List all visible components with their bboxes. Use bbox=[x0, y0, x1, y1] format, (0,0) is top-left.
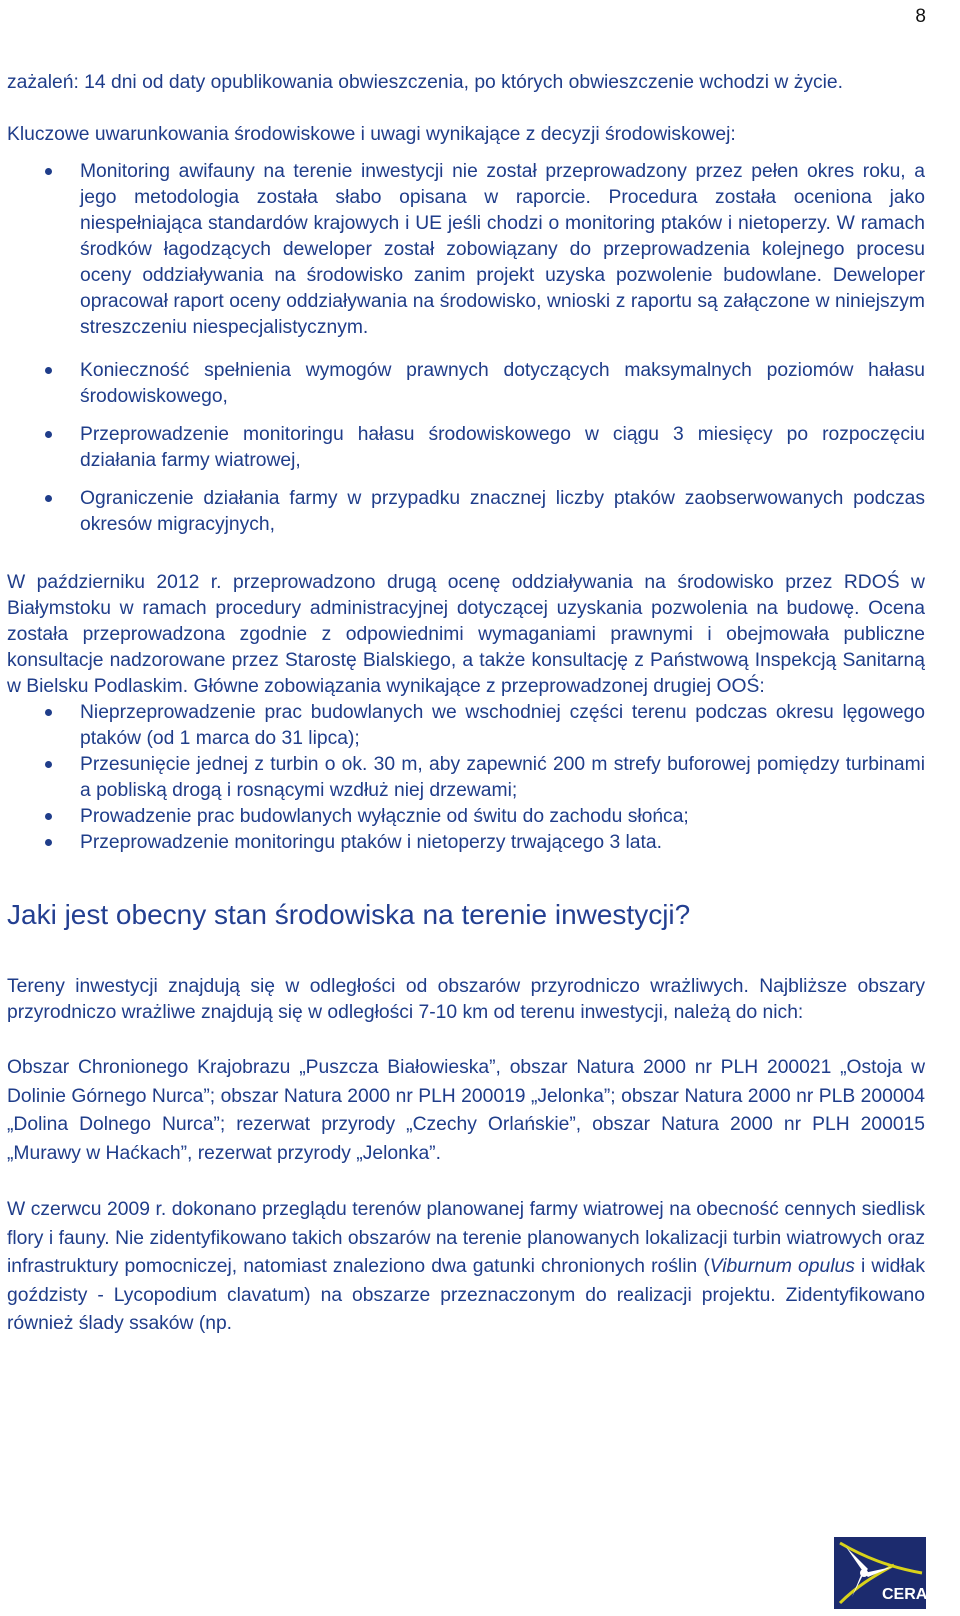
environment-paragraph-1: Tereny inwestycji znajdują się w odległości od obszarów przyrodniczo wrażliwych. Najbliższe obszary przyrodniczo wrażliwe znajdują się w odległości 7-10 km od terenu inwestycji, należą do nich: bbox=[7, 976, 925, 1023]
list-item: Prowadzenie prac budowlanych wyłącznie od świtu do zachodu słońca; bbox=[7, 804, 925, 830]
list-item: Monitoring awifauny na terenie inwestycji nie został przeprowadzony przez pełen okres roku, a jego metodologia została słabo opisana w raporcie. Procedura została oceniona jako niespełniająca standardów krajowych i UE jeśli chodzi o monitoring ptaków i nietoperzy. W ramach środków łagodzących deweloper został zobowiązany do przeprowadzenia kolejnego procesu oceny oddziaływania na środowisko zanim projekt uzyska pozwolenie budowlane. Deweloper opracował raport oceny oddziaływania na środowisko, wnioski z raportu są załączone w niniejszym streszczeniu niespecjalistycznym. bbox=[7, 159, 925, 341]
second-assessment-paragraph: W październiku 2012 r. przeprowadzono drugą ocenę oddziaływania na środowisko przez RDOŚ w Białymstoku w ramach procedury administracyjnej dotyczącej uzyskania pozwolenia na budowę. Ocena została przeprowadzona zgodnie z odpowiednimi wymaganiami prawnymi i obejmowała publiczne konsultacje nadzorowane przez Starostę Bialskiego, a także konsultację z Państwową Inspekcją Sanitarną w Bielsku Podlaskim. Główne zobowiązania wynikające z przeprowadzonej drugiej OOŚ: bbox=[7, 572, 925, 697]
species-name-italic: Viburnum opulus bbox=[709, 1256, 855, 1277]
conditions-heading: Kluczowe uwarunkowania środowiskowe i uwagi wynikające z decyzji środowiskowej: bbox=[7, 124, 736, 145]
paragraph-text: W czerwcu 2009 r. dokonano przeglądu terenów planowanej farmy wiatrowej na obecność cennych siedlisk flory i fauny. Nie zidentyfikowano takich obszarów na terenie planowanych lokalizacji turbin wiatrowych oraz infrastruktury pomocniczej, natomiast znaleziono dwa gatunki chronionych roślin ( bbox=[7, 1199, 925, 1277]
second-assessment-list bbox=[7, 700, 925, 856]
conditions-list bbox=[7, 159, 925, 538]
page-number: 8 bbox=[915, 6, 926, 27]
list-item: Przeprowadzenie monitoringu hałasu środowiskowego w ciągu 3 miesięcy po rozpoczęciu działania farmy wiatrowej, bbox=[7, 422, 925, 474]
list-item: Przesunięcie jednej z turbin o ok. 30 m, aby zapewnić 200 m strefy buforowej pomiędzy turbinami a pobliską drogą i rosnącymi wzdłuż niej drzewami; bbox=[7, 752, 925, 804]
environment-paragraph-2: Obszar Chronionego Krajobrazu „Puszcza Białowieska”, obszar Natura 2000 nr PLH 200021 „Ostoja w Dolinie Górnego Nurca”; obszar Natura 2000 nr PLH 200019 „Jelonka”; obszar Natura 2000 nr PLB 200004 „Dolina Dolnego Nurca”; rezerwat przyrody „Czechy Orlańskie”, obszar Natura 2000 nr PLH 200015 „Murawy w Haćkach”, rezerwat przyrody „Jelonka”. bbox=[7, 1057, 925, 1164]
list-item: Konieczność spełnienia wymogów prawnych dotyczących maksymalnych poziomów hałasu środowiskowego, bbox=[7, 358, 925, 410]
wind-turbine-icon bbox=[834, 1537, 939, 1609]
environment-paragraph-3 bbox=[7, 1196, 925, 1339]
paragraph-text: i widłak goździsty - Lycopodium clavatum) na obszarze przeznaczonym do realizacji projektu. Zidentyfikowano również ślady ssaków (np. bbox=[7, 1256, 925, 1334]
intro-paragraph: zażaleń: 14 dni od daty opublikowania obwieszczenia, po których obwieszczenie wchodzi w życie. bbox=[7, 72, 843, 93]
list-item: Przeprowadzenie monitoringu ptaków i nietoperzy trwającego 3 lata. bbox=[7, 830, 925, 856]
section-heading: Jaki jest obecny stan środowiska na terenie inwestycji? bbox=[7, 899, 691, 930]
document-body bbox=[7, 70, 925, 1339]
cerac-logo bbox=[834, 1537, 939, 1609]
list-item: Ograniczenie działania farmy w przypadku znacznej liczby ptaków zaobserwowanych podczas okresów migracyjnych, bbox=[7, 486, 925, 538]
list-item: Nieprzeprowadzenie prac budowlanych we wschodniej części terenu podczas okresu lęgowego ptaków (od 1 marca do 31 lipca); bbox=[7, 700, 925, 752]
logo-text: CERAC bbox=[882, 1586, 939, 1603]
